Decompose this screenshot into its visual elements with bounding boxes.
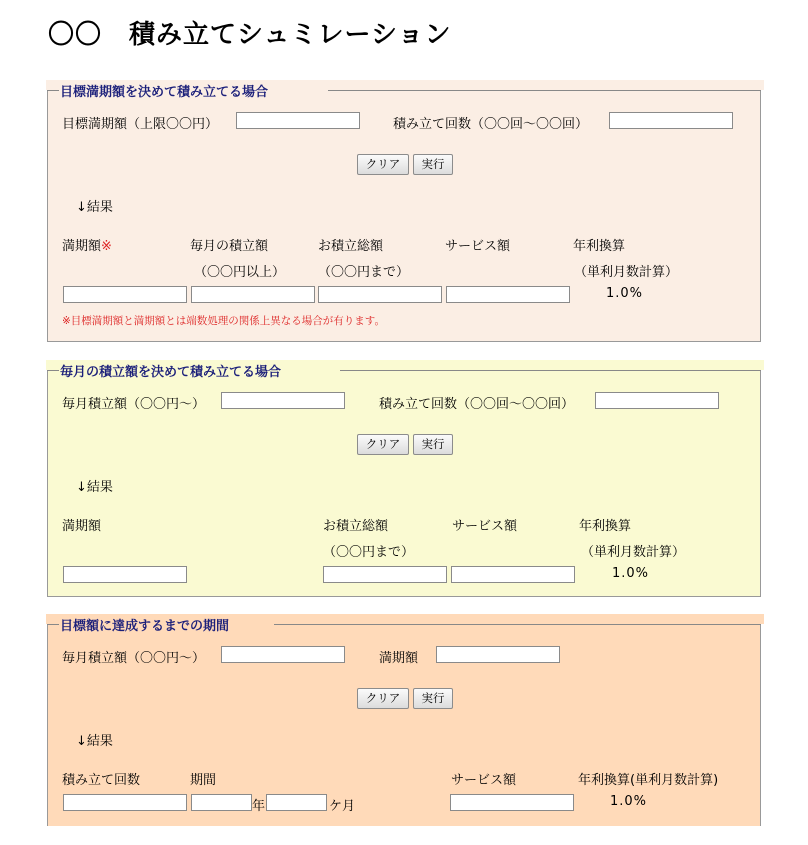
result-service-output[interactable] (446, 286, 570, 303)
count-input[interactable] (609, 112, 733, 129)
col-rate-sub: （単利月数計算） (581, 545, 686, 560)
col-total-sub: （〇〇円まで） (318, 265, 410, 280)
count-input[interactable] (595, 392, 719, 409)
panel-target-maturity (46, 80, 764, 342)
result-monthly-output[interactable] (191, 286, 315, 303)
monthly-amount-input[interactable] (221, 646, 345, 663)
panel-top-border (47, 90, 59, 91)
panel-top-border (340, 370, 761, 371)
col-maturity: 満期額 (62, 519, 102, 534)
col-rate: 年利換算 (579, 519, 632, 534)
clear-button[interactable]: クリア (357, 434, 409, 455)
result-label: ↓結果 (76, 734, 113, 749)
col-period: 期間 (190, 773, 217, 788)
result-label: ↓結果 (76, 200, 113, 215)
panel-top-border (47, 624, 59, 625)
target-maturity-input[interactable] (236, 112, 360, 129)
clear-button[interactable]: クリア (357, 688, 409, 709)
result-total-output[interactable] (323, 566, 447, 583)
result-service-output[interactable] (451, 566, 575, 583)
panel-top-border (274, 624, 761, 625)
panel-legend: 毎月の積立額を決めて積み立てる場合 (60, 365, 282, 380)
page-title: 〇〇 積み立てシュミレーション (48, 20, 452, 50)
panel-period-to-target (46, 614, 764, 826)
rate-value: 1.0% (612, 566, 650, 581)
col-total: お積立総額 (318, 239, 384, 254)
col-total: お積立総額 (323, 519, 389, 534)
col-service: サービス額 (451, 773, 517, 788)
count-label: 積み立て回数（〇〇回～〇〇回） (379, 397, 575, 412)
monthly-amount-input[interactable] (221, 392, 345, 409)
count-label: 積み立て回数（〇〇回～〇〇回） (393, 117, 589, 132)
result-total-output[interactable] (318, 286, 442, 303)
panel-legend: 目標満期額を決めて積み立てる場合 (60, 85, 269, 100)
col-service: サービス額 (445, 239, 511, 254)
result-label: ↓結果 (76, 480, 113, 495)
rounding-note: ※目標満期額と満期額とは端数処理の関係上異なる場合が有ります。 (62, 315, 385, 327)
col-rate-sub: （単利月数計算） (574, 265, 679, 280)
col-total-sub: （〇〇円まで） (323, 545, 415, 560)
col-maturity (62, 235, 112, 254)
year-unit: 年 (252, 799, 266, 814)
col-rate: 年利換算(単利月数計算) (578, 773, 719, 788)
month-unit: ケ月 (329, 799, 356, 814)
panel-top-border (328, 90, 761, 91)
maturity-input[interactable] (436, 646, 560, 663)
col-count: 積み立て回数 (62, 773, 141, 788)
col-monthly-sub: （〇〇円以上） (194, 265, 286, 280)
col-service: サービス額 (452, 519, 518, 534)
panel-legend: 目標額に達成するまでの期間 (60, 619, 230, 634)
panel-top-border (47, 370, 59, 371)
rate-value: 1.0% (606, 286, 644, 301)
monthly-amount-label: 毎月積立額（〇〇円～） (62, 651, 206, 666)
run-button[interactable]: 実行 (413, 154, 453, 175)
run-button[interactable]: 実行 (413, 434, 453, 455)
asterisk-mark: ※ (101, 239, 112, 254)
result-count-output[interactable] (63, 794, 187, 811)
maturity-label: 満期額 (379, 651, 419, 666)
panel-monthly-amount (46, 360, 764, 597)
result-months-output[interactable] (266, 794, 327, 811)
rate-value: 1.0% (610, 794, 648, 809)
result-maturity-output[interactable] (63, 566, 187, 583)
target-maturity-label: 目標満期額（上限〇〇円） (62, 117, 219, 132)
result-service-output[interactable] (450, 794, 574, 811)
col-rate: 年利換算 (573, 239, 626, 254)
monthly-amount-label: 毎月積立額（〇〇円～） (62, 397, 206, 412)
result-maturity-output[interactable] (63, 286, 187, 303)
run-button[interactable]: 実行 (413, 688, 453, 709)
result-years-output[interactable] (191, 794, 252, 811)
clear-button[interactable]: クリア (357, 154, 409, 175)
col-maturity-text: 満期額 (62, 239, 102, 254)
col-monthly: 毎月の積立額 (190, 239, 269, 254)
